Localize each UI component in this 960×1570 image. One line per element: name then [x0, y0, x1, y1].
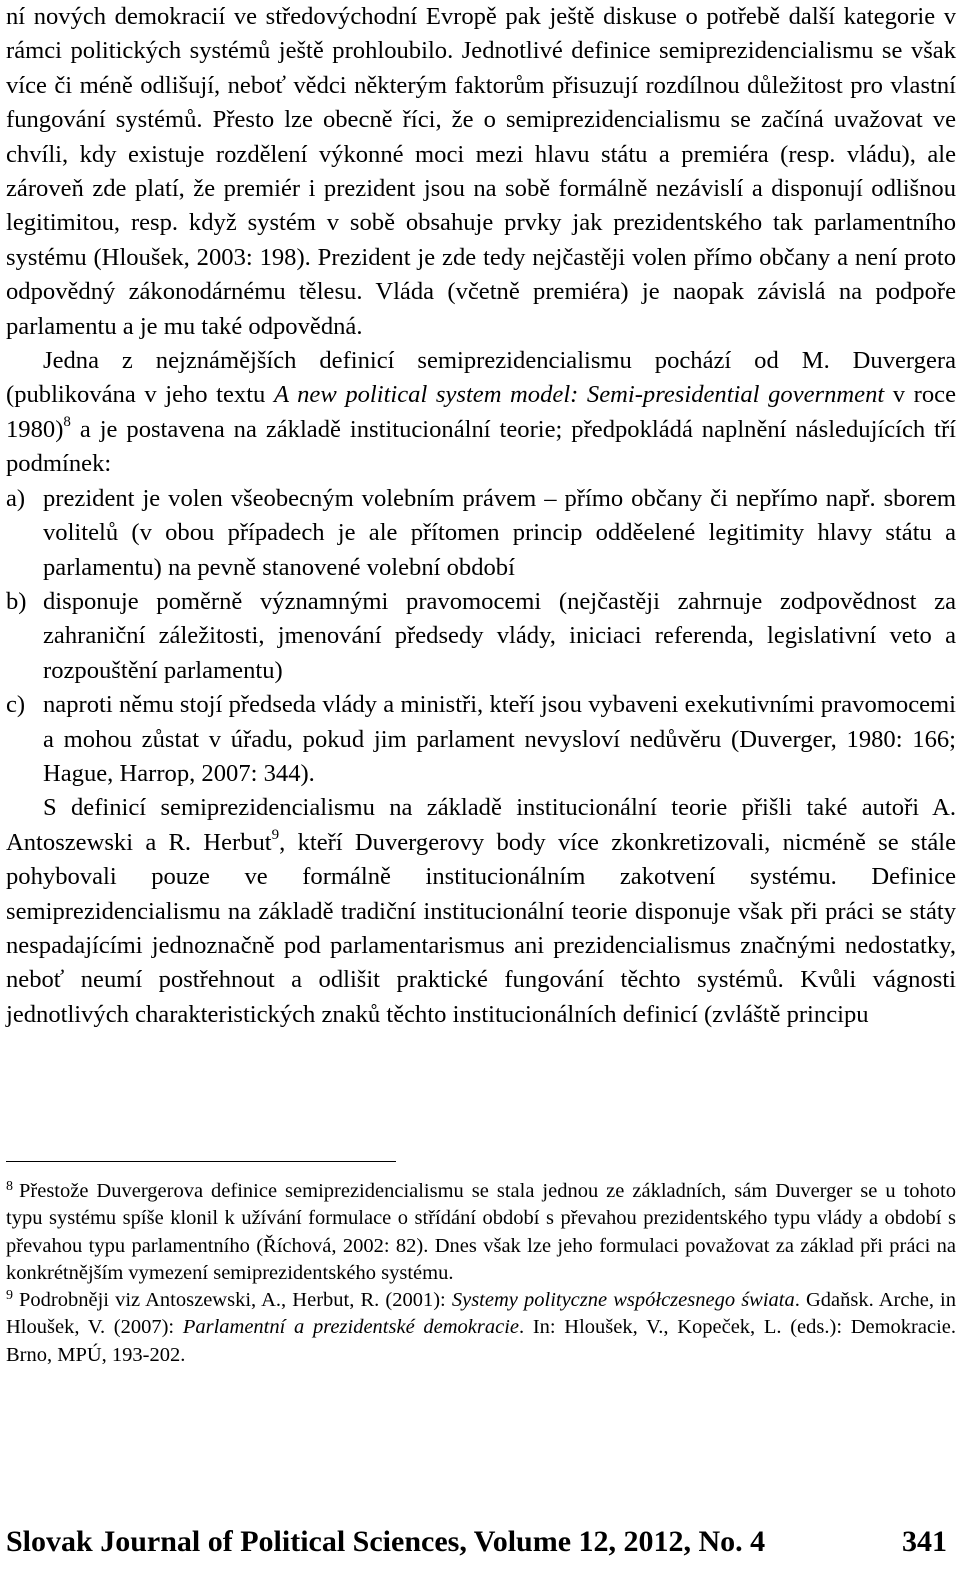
list-marker: b): [6, 587, 27, 615]
footnote-separator: [6, 1161, 396, 1162]
list-marker: c): [6, 691, 26, 719]
footnote-number: 9: [6, 1288, 13, 1304]
footnote-text: . Gdaňsk. Arche, in Hloušek, V. (2007):: [6, 1289, 957, 1339]
page: [6, 0, 956, 1032]
conditions-list: [6, 482, 956, 792]
footnote-8: [6, 1178, 956, 1287]
paragraph-3-text: , kteří Duvergerovy body více zkonkretizovali, nicméně se stále pohybovali pouze ve formálně institucionálním zakotvení systému. Definice semiprezidencialismu na základě tradiční institucionální teorie disponuje však při práci se státy nespadajícími jednoznačně pod parlamentarismus ani prezidencialismus značnými nedostatky, neboť neumí postřehnout a odlišit praktické fungování těchto systémů. Kvůli vágnosti jednotlivých charakteristických znaků těchto institucionálních definicí (zvláště principu: [6, 828, 956, 1028]
footnote-9: [6, 1287, 956, 1369]
list-item-text: prezident je volen všeobecným volebním právem – přímo občany či nepřímo např. sborem volitelů (v obou případech je ale přítomen princip odděelené legitimity hlavy státu a parlamentu) na pevně stanovené volební období: [43, 484, 956, 581]
paragraph-2: [6, 344, 956, 482]
cited-title: Parlamentní a prezidentské demokracie: [182, 1316, 519, 1339]
cited-title: A new political system model: Semi-presidential government: [273, 381, 885, 409]
paragraph-2-text: v roce 1980): [6, 381, 956, 443]
main-text: [6, 0, 956, 1032]
paragraph-1: ní nových demokracií ve středovýchodní Evropě pak ještě diskuse o potřebě další kategorie v rámci politických systémů ještě prohloubilo. Jednotlivé definice semiprezidencialismu se však více či méně odlišují, neboť vědci některým faktorům přisuzují rozdílnou důležitost pro vlastní fungování systémů. Přesto lze obecně říci, že o semiprezidencialismu se začíná uvažovat ve chvíli, kdy existuje rozdělení výkonné moci mezi hlavu státu a premiéra (resp. vládu), ale zároveň zde platí, že premiér i prezident jsou na sobě formálně nezávislí a disponují odlišnou legitimitou, resp. když systém v sobě obsahuje prvky jak prezidentského tak parlamentního systému (Hloušek, 2003: 198). Prezident je zde tedy nejčastěji volen přímo občany a není proto odpovědný zákonodárnému tělesu. Vláda (včetně premiéra) je naopak závislá na podpoře parlamentu a je mu také odpovědná.: [6, 3, 956, 340]
list-item-text: disponuje poměrně významnými pravomocemi (nejčastěji zahrnuje zodpovědnost za zahraniční záležitosti, jmenování předsedy vlády, iniciaci referenda, legislativní veto a rozpouštění parlamentu): [43, 587, 956, 684]
footnotes: [6, 1178, 956, 1369]
cited-title: Systemy polityczne współczesnego świata: [451, 1289, 795, 1312]
footnote-ref-8: 8: [63, 413, 71, 430]
paragraph-2-text: Jedna z nejznámějších definicí semiprezidencialismu pochází od M. Duvergera (publikována v jeho textu: [6, 347, 956, 409]
list-marker: a): [6, 484, 26, 512]
list-item: [6, 482, 956, 585]
journal-name: Slovak Journal of Political Sciences, Volume 12, 2012, No. 4: [6, 1525, 766, 1558]
list-item: [6, 688, 956, 791]
paragraph-2-text: a je postavena na základě institucionální teorie; předpokládá naplnění následujících tří podmínek:: [6, 415, 956, 478]
paragraph-3-text: S definicí semiprezidencialismu na základě institucionální teorie přišli také autoři A. Antoszewski a R. Herbut: [6, 794, 956, 856]
list-item-text: naproti němu stojí předseda vlády a ministři, kteří jsou vybaveni exekutivními pravomocemi a mohou zůstat v úřadu, pokud jim parlament nevysloví nedůvěru (Duverger, 1980: 166; Hague, Harrop, 2007: 344).: [43, 691, 956, 787]
footnote-number: 8: [6, 1179, 13, 1194]
footnote-text: Přestože Duvergerova definice semiprezidencialismu se stala jednou ze základních, sám Duverger se u tohoto typu systému spíše klonil k užívání formulace o střídání období s převahou prezidentského typu vlády a období s převahou typu parlamentního (Říchová, 2002: 82). Dnes však lze jeho formulaci považovat za základ při práci na konkrétnějším vymezení semiprezidentského systému.: [6, 1180, 956, 1284]
footnote-ref-9: 9: [271, 826, 280, 843]
list-item: [6, 585, 956, 688]
page-footer: [6, 1525, 951, 1565]
page-number: 341: [902, 1525, 947, 1558]
footnote-text: . In: Hloušek, V., Kopeček, L. (eds.): Demokracie. Brno, MPÚ, 193-202.: [6, 1316, 957, 1366]
paragraph-3: [6, 791, 956, 1032]
footnote-text: Podrobněji viz Antoszewski, A., Herbut, R. (2001):: [19, 1289, 452, 1312]
